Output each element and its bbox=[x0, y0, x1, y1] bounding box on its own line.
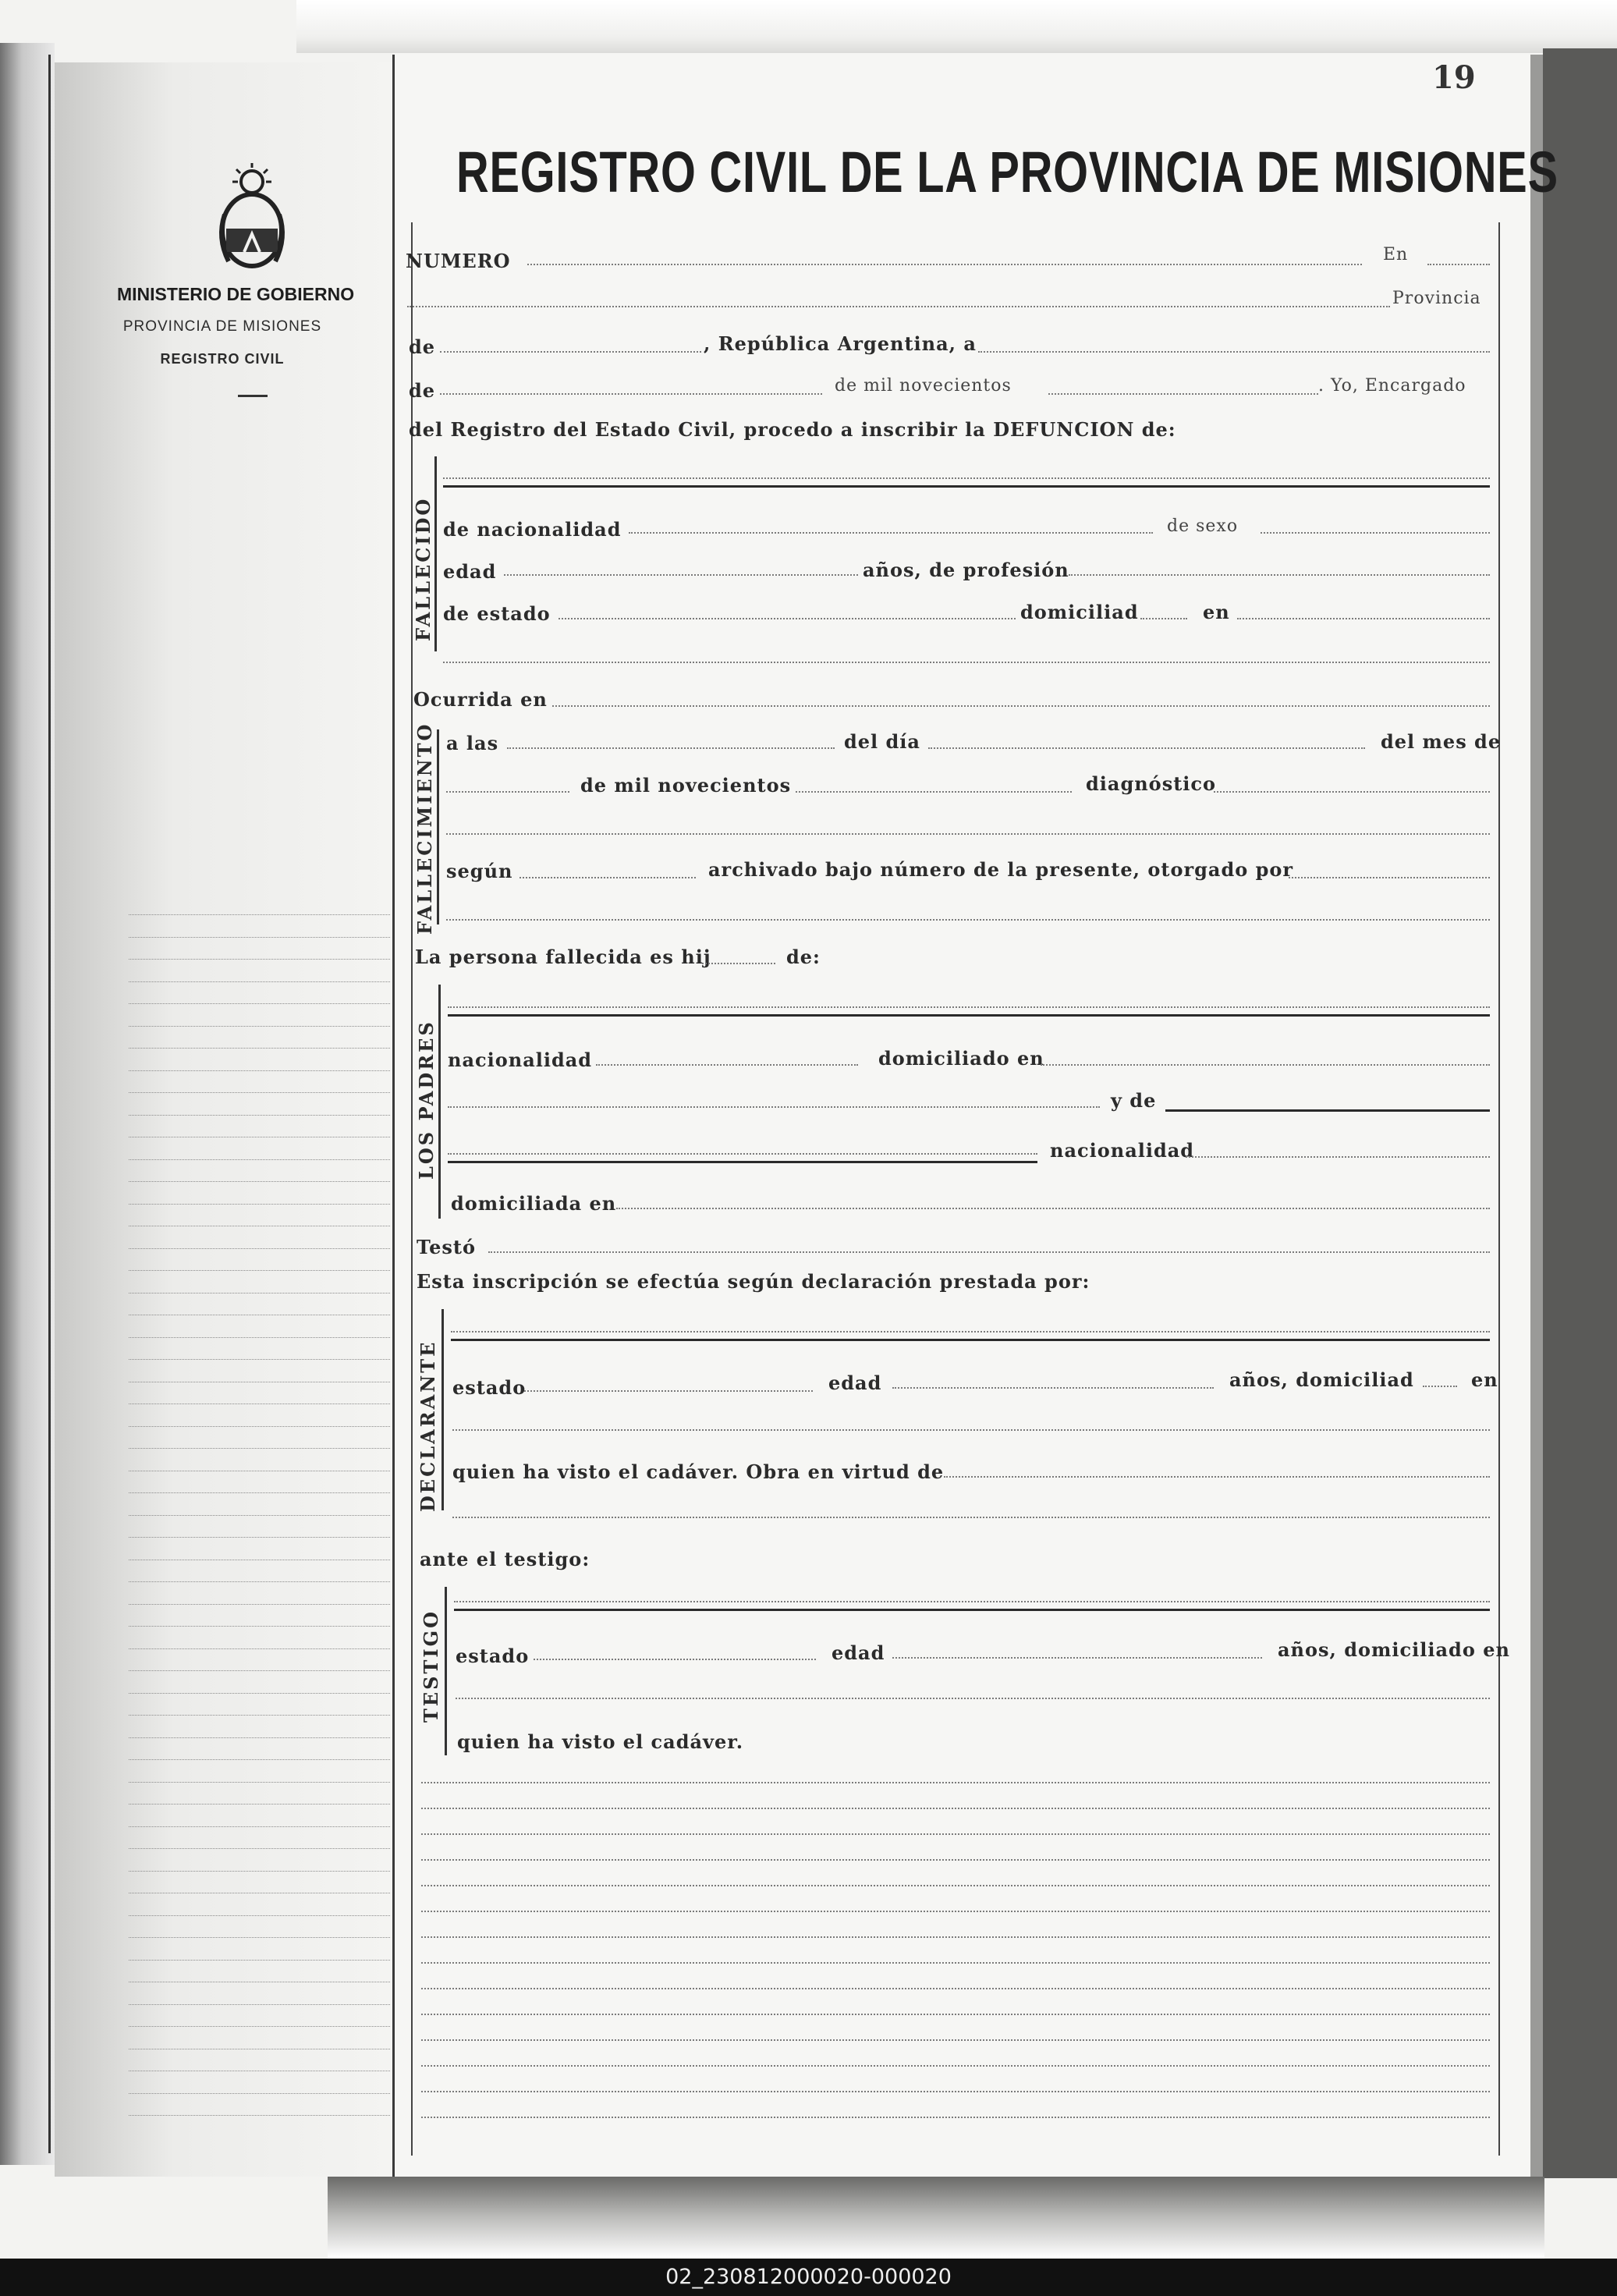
en-field[interactable] bbox=[1427, 264, 1490, 265]
blank-line[interactable] bbox=[421, 1885, 1490, 1886]
page-number: 19 bbox=[1432, 59, 1476, 96]
deceased-name-field[interactable] bbox=[443, 477, 1490, 479]
declarante-edad-label: edad bbox=[828, 1372, 882, 1394]
edad-field[interactable] bbox=[504, 574, 858, 576]
blank-line[interactable] bbox=[421, 1808, 1490, 1809]
testigo-estado-field[interactable] bbox=[534, 1659, 816, 1660]
margin-rule bbox=[129, 1715, 390, 1716]
declarante-name-field[interactable] bbox=[451, 1331, 1490, 1333]
deceased-name-rule bbox=[443, 485, 1490, 488]
blank-line[interactable] bbox=[421, 2091, 1490, 2092]
madre-domiciliada-label: domiciliada en bbox=[451, 1192, 617, 1215]
sexo-field[interactable] bbox=[1261, 532, 1490, 534]
declarante-domiciliad-field[interactable] bbox=[1423, 1386, 1457, 1387]
location-field[interactable] bbox=[407, 306, 1390, 307]
padre-domicilio-field[interactable] bbox=[1041, 1064, 1490, 1066]
margin-rule bbox=[129, 1804, 390, 1805]
en-label: En bbox=[1383, 245, 1409, 264]
margin-rule bbox=[129, 1337, 390, 1338]
hora-field[interactable] bbox=[507, 747, 835, 749]
month-field[interactable] bbox=[440, 393, 822, 395]
declarante-estado-label: estado bbox=[452, 1376, 527, 1399]
year-field[interactable] bbox=[1048, 393, 1318, 395]
margin-rule bbox=[129, 1181, 390, 1182]
archivado-label: archivado bajo número de la presente, otorgado por bbox=[708, 858, 1294, 881]
fallecimiento-bracket bbox=[437, 729, 439, 924]
margin-column bbox=[55, 62, 394, 2177]
fallecimiento-side-label: FALLECIMIENTO bbox=[413, 722, 436, 935]
left-book-edge bbox=[0, 43, 55, 2165]
margin-rule bbox=[129, 1581, 390, 1582]
padre-domiciliado-label: domiciliado en bbox=[878, 1047, 1044, 1070]
margin-rule bbox=[129, 937, 390, 938]
margin-rule bbox=[129, 1648, 390, 1649]
a-las-label: a las bbox=[446, 732, 499, 754]
testo-field[interactable] bbox=[488, 1251, 1490, 1253]
margin-rule bbox=[129, 914, 390, 915]
margin-rule bbox=[129, 1737, 390, 1738]
declarante-edad-field[interactable] bbox=[892, 1387, 1214, 1389]
ocurrida-label: Ocurrida en bbox=[413, 688, 548, 711]
testigo-name-field[interactable] bbox=[454, 1601, 1490, 1602]
blank-line[interactable] bbox=[421, 1962, 1490, 1964]
profesion-field[interactable] bbox=[1069, 574, 1490, 576]
margin-rule bbox=[129, 1248, 390, 1249]
provincia-label: Provincia bbox=[1392, 289, 1481, 308]
margin-rule bbox=[129, 1115, 390, 1116]
margin-rule bbox=[129, 981, 390, 982]
bottom-book-cover bbox=[328, 2177, 1544, 2259]
anio-field[interactable] bbox=[796, 791, 1072, 793]
padres-de-label: de: bbox=[786, 946, 821, 968]
right-book-cover bbox=[1543, 48, 1617, 2178]
obra-field[interactable] bbox=[944, 1476, 1490, 1478]
ministry-registry: REGISTRO CIVIL bbox=[160, 351, 285, 367]
testigo-domiciliado-label: años, domiciliado en bbox=[1278, 1638, 1510, 1661]
estado-field[interactable] bbox=[559, 618, 1016, 619]
margin-rule bbox=[129, 1604, 390, 1605]
obra-extra-field[interactable] bbox=[452, 1517, 1490, 1518]
page-title: REGISTRO CIVIL DE LA PROVINCIA DE MISIONES bbox=[456, 140, 1558, 204]
profesion-label: años, de profesión bbox=[863, 559, 1069, 581]
testigo-side-label: TESTIGO bbox=[420, 1609, 442, 1723]
blank-line[interactable] bbox=[421, 2014, 1490, 2015]
declarante-domiciliad-label: años, domiciliad bbox=[1229, 1368, 1414, 1391]
blank-line[interactable] bbox=[421, 2117, 1490, 2118]
yo-encargado-label: . Yo, Encargado bbox=[1318, 376, 1466, 396]
del-mes-label: del mes de bbox=[1381, 730, 1502, 753]
margin-rule bbox=[129, 1048, 390, 1049]
diagnostico-field[interactable] bbox=[1214, 791, 1490, 793]
margin-rule bbox=[129, 2115, 390, 2116]
declarante-name-rule bbox=[451, 1339, 1490, 1341]
margin-rule bbox=[129, 1626, 390, 1627]
declarante-bracket bbox=[441, 1309, 444, 1510]
ante-testigo-label: ante el testigo: bbox=[420, 1548, 590, 1570]
de-mil-label: de mil novecientos bbox=[835, 376, 1012, 396]
de-mil-label-2: de mil novecientos bbox=[580, 774, 792, 797]
column-divider bbox=[392, 55, 395, 2177]
estado-label: de estado bbox=[443, 602, 551, 625]
nacionalidad-label: de nacionalidad bbox=[443, 518, 622, 541]
declarante-en-label: en bbox=[1471, 1368, 1498, 1391]
madre-name-rule[interactable] bbox=[1165, 1109, 1490, 1112]
margin-rule bbox=[129, 1826, 390, 1827]
edad-label: edad bbox=[443, 560, 497, 583]
testigo-estado-label: estado bbox=[456, 1645, 530, 1667]
de-field-1[interactable] bbox=[440, 351, 701, 353]
margin-rule bbox=[129, 1515, 390, 1516]
form-page bbox=[394, 53, 1547, 2177]
top-page-edge bbox=[296, 0, 1617, 53]
margin-rule bbox=[129, 1003, 390, 1004]
testigo-edad-field[interactable] bbox=[892, 1657, 1262, 1659]
margin-rule bbox=[129, 1092, 390, 1093]
blank-line[interactable] bbox=[421, 2065, 1490, 2067]
madre-name-field[interactable] bbox=[448, 1153, 1037, 1155]
margin-rule bbox=[129, 1270, 390, 1271]
blank-line[interactable] bbox=[421, 1782, 1490, 1783]
margin-rule bbox=[129, 1915, 390, 1916]
date-field[interactable] bbox=[978, 351, 1490, 353]
ocurrida-field[interactable] bbox=[552, 705, 1490, 707]
margin-rule bbox=[129, 1937, 390, 1938]
margin-rule bbox=[129, 1159, 390, 1160]
testigo-bracket bbox=[445, 1587, 447, 1755]
ministry-name: MINISTERIO DE GOBIERNO bbox=[117, 284, 355, 304]
image-id-bar: 02_230812000020-000020 bbox=[0, 2259, 1617, 2296]
dia-field[interactable] bbox=[928, 747, 1365, 749]
y-de-label: y de bbox=[1111, 1089, 1157, 1112]
padre-name-rule bbox=[448, 1014, 1490, 1017]
blank-line[interactable] bbox=[421, 2039, 1490, 2041]
sexo-label: de sexo bbox=[1167, 516, 1239, 536]
segun-field[interactable] bbox=[519, 877, 696, 878]
margin-rule bbox=[129, 1426, 390, 1427]
fallecido-bracket bbox=[434, 456, 437, 651]
margin-rule bbox=[129, 1693, 390, 1694]
republica-label: , República Argentina, a bbox=[704, 332, 977, 355]
blank-line[interactable] bbox=[421, 1911, 1490, 1912]
numero-field[interactable] bbox=[527, 264, 1362, 265]
margin-rule bbox=[129, 2093, 390, 2094]
declarante-quien-label: quien ha visto el cadáver. Obra en virtud de bbox=[452, 1460, 945, 1483]
diagnostico-extra-field[interactable] bbox=[446, 833, 1490, 835]
declarante-side-label: DECLARANTE bbox=[417, 1340, 439, 1512]
blank-line[interactable] bbox=[421, 1936, 1490, 1938]
del-dia-label: del día bbox=[844, 730, 920, 753]
margin-rule bbox=[129, 1960, 390, 1961]
margin-rule bbox=[129, 959, 390, 960]
margin-rule bbox=[129, 1492, 390, 1493]
declarante-domicilio-field[interactable] bbox=[452, 1429, 1490, 1431]
de-label-2: de bbox=[409, 379, 436, 402]
padres-side-label: LOS PADRES bbox=[415, 1020, 438, 1180]
margin-rule bbox=[129, 1537, 390, 1538]
padre-domicilio-extra-field[interactable] bbox=[448, 1106, 1100, 1108]
margin-rule bbox=[129, 1782, 390, 1783]
padres-bracket bbox=[438, 985, 441, 1219]
testigo-quien-label: quien ha visto el cadáver. bbox=[457, 1730, 744, 1753]
blank-line[interactable] bbox=[421, 1833, 1490, 1835]
ministry-rule bbox=[238, 395, 268, 397]
ministry-province: PROVINCIA DE MISIONES bbox=[122, 318, 322, 335]
margin-rule bbox=[129, 1670, 390, 1671]
blank-line[interactable] bbox=[421, 1988, 1490, 1989]
registro-statement: del Registro del Estado Civil, procedo a inscribir la DEFUNCION de: bbox=[409, 418, 1176, 441]
domiciliad-label: domiciliad bbox=[1020, 601, 1139, 623]
margin-rule bbox=[129, 1204, 390, 1205]
padre-name-field[interactable] bbox=[448, 1006, 1490, 1008]
margin-rule bbox=[129, 1070, 390, 1071]
form-frame-right bbox=[1498, 222, 1500, 2156]
margin-rule bbox=[129, 1759, 390, 1760]
testigo-edad-label: edad bbox=[832, 1641, 885, 1664]
madre-domicilio-field[interactable] bbox=[616, 1208, 1490, 1209]
left-binding-line bbox=[48, 55, 51, 2153]
margin-rule bbox=[129, 1448, 390, 1449]
testigo-domicilio-field[interactable] bbox=[456, 1698, 1490, 1699]
segun-label: según bbox=[446, 860, 513, 882]
persona-fallecida-label: La persona fallecida es hij bbox=[415, 946, 711, 968]
hijo-field[interactable] bbox=[702, 963, 775, 964]
en-label-2: en bbox=[1203, 601, 1230, 623]
mes-field[interactable] bbox=[446, 791, 569, 793]
declaracion-label: Esta inscripción se efectúa según declaración prestada por: bbox=[417, 1270, 1090, 1293]
coat-of-arms-icon bbox=[209, 160, 295, 277]
margin-rule bbox=[129, 2026, 390, 2027]
madre-nacionalidad-label: nacionalidad bbox=[1050, 1139, 1195, 1162]
blank-line[interactable] bbox=[421, 1859, 1490, 1861]
domiciliad-field[interactable] bbox=[1140, 618, 1187, 619]
testigo-name-rule bbox=[454, 1609, 1490, 1611]
domicilio-extra-field[interactable] bbox=[443, 662, 1490, 663]
nacionalidad-field[interactable] bbox=[629, 532, 1153, 534]
madre-name-rule-2 bbox=[448, 1161, 1037, 1163]
domicilio-field[interactable] bbox=[1237, 618, 1490, 619]
diagnostico-label: diagnóstico bbox=[1086, 772, 1217, 795]
margin-rule bbox=[129, 2004, 390, 2005]
madre-nacionalidad-field[interactable] bbox=[1186, 1156, 1490, 1158]
margin-rule bbox=[129, 1359, 390, 1360]
testo-label: Testó bbox=[417, 1236, 476, 1258]
padre-nacionalidad-label: nacionalidad bbox=[448, 1049, 593, 1071]
otorgado-extra-field[interactable] bbox=[446, 919, 1490, 921]
de-label-1: de bbox=[409, 335, 436, 358]
margin-rule bbox=[129, 1871, 390, 1872]
otorgado-field[interactable] bbox=[1289, 877, 1490, 878]
declarante-estado-field[interactable] bbox=[524, 1390, 813, 1392]
fallecido-side-label: FALLECIDO bbox=[412, 496, 434, 641]
numero-label: NUMERO bbox=[406, 250, 511, 272]
margin-rule bbox=[129, 1026, 390, 1027]
padre-nacionalidad-field[interactable] bbox=[596, 1064, 858, 1066]
margin-rule bbox=[129, 1848, 390, 1849]
